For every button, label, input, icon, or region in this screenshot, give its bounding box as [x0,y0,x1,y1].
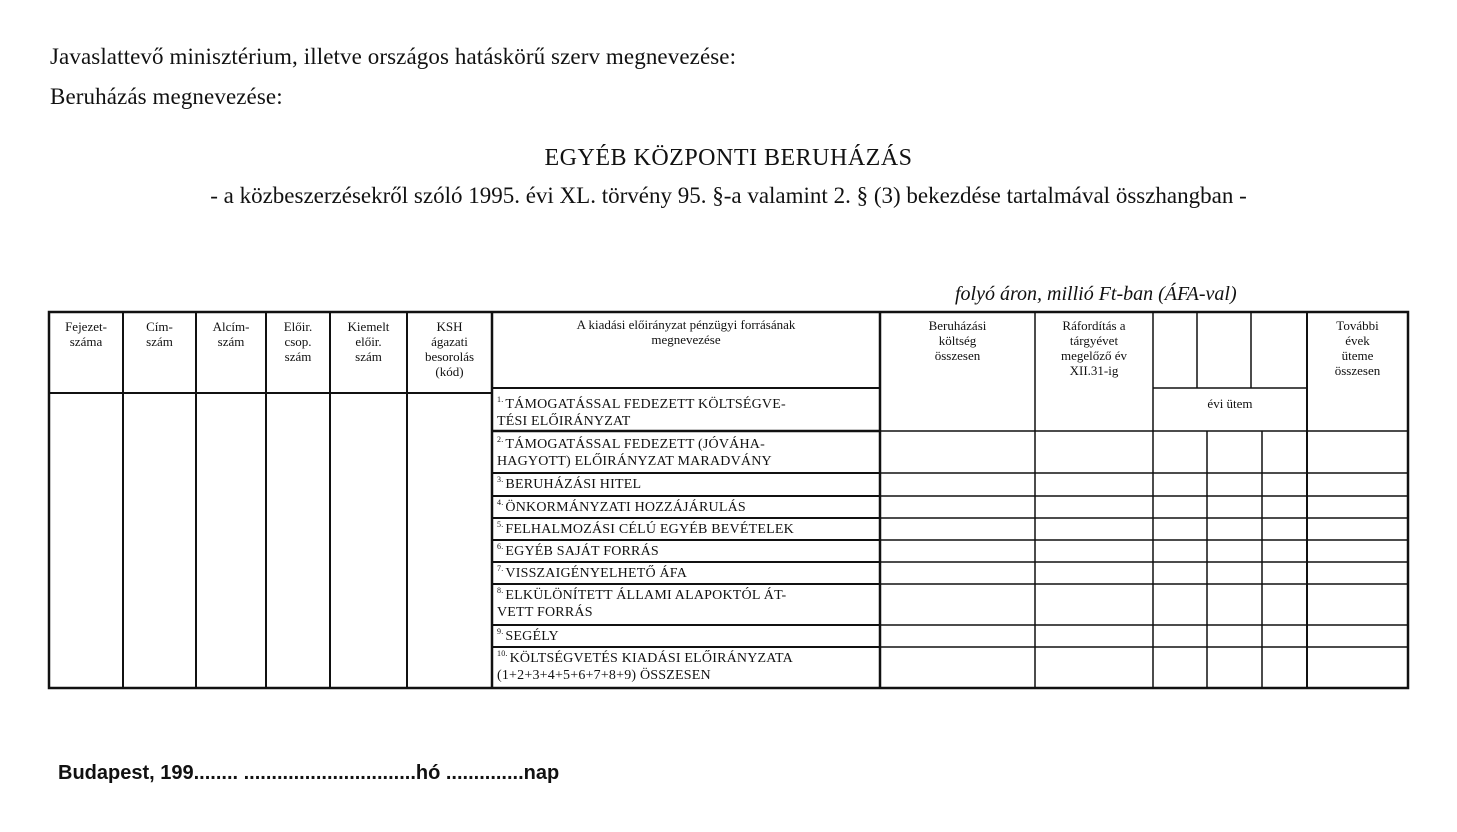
unit-note: folyó áron, millió Ft-ban (ÁFA-val) [955,283,1237,305]
row-label-6 [497,543,877,560]
col-cim: Cím- szám [146,319,173,349]
row-number: 4. [497,498,504,508]
row-label-4 [497,499,877,516]
row-label-5 [497,521,877,538]
row-number: 10. [497,649,508,659]
row-text: ELKÜLÖNÍTETT ÁLLAMI ALAPOKTÓL ÁT- VETT FORRÁS [497,588,787,620]
row-label-9 [497,628,877,645]
row-number: 8. [497,586,504,596]
row-text: BERUHÁZÁSI HITEL [505,477,642,492]
col-eloir-csop: Előir. csop. szám [283,319,313,364]
row-number: 1. [497,395,504,405]
form-title: EGYÉB KÖZPONTI BERUHÁZÁS [544,145,913,171]
row-number: 9. [497,627,504,637]
row-label-8 [497,587,877,621]
col-megnevezes: A kiadási előirányzat pénzügyi forrásának megnevezése [576,317,796,347]
row-number: 5. [497,520,504,530]
row-label-1 [497,396,877,430]
col-raforditas: Ráfordítás a tárgyévet megelőző év XII.31-ig [1060,318,1128,378]
col-ksh: KSH ágazati besorolás (kód) [424,319,475,379]
row-text: FELHALMOZÁSI CÉLÚ EGYÉB BEVÉTELEK [505,522,794,537]
row-label-2 [497,436,877,470]
row-text: TÁMOGATÁSSAL FEDEZETT (JÓVÁHA- HAGYOTT) ELŐIRÁNYZAT MARADVÁNY [497,437,772,469]
row-text: EGYÉB SAJÁT FORRÁS [505,544,659,559]
row-label-10 [497,650,877,684]
row-number: 6. [497,542,504,552]
investment-name-label: Beruházás megnevezése: [50,84,283,109]
col-evi-utem: évi ütem [1207,396,1253,411]
row-text: TÁMOGATÁSSAL FEDEZETT KÖLTSÉGVE- TÉSI ELŐIRÁNYZAT [497,397,786,429]
col-alcim: Alcím- szám [212,319,250,349]
row-text: KÖLTSÉGVETÉS KIADÁSI ELŐIRÁNYZATA (1+2+3+4+5+6+7+8+9) ÖSSZESEN [497,651,793,683]
ministry-label: Javaslattevő minisztérium, illetve országos hatáskörű szerv megnevezése: [50,44,737,69]
row-number: 7. [497,564,504,574]
row-label-7 [497,565,877,582]
date-line: Budapest, 199........ ...............................hó ..............nap [58,762,560,784]
col-tovabbi: További évek üteme összesen [1334,318,1381,378]
row-text: SEGÉLY [505,629,559,644]
row-number: 2. [497,435,504,445]
col-fejezet: Fejezet- száma [65,319,107,349]
row-number: 3. [497,475,504,485]
col-beruhazasi: Beruházási költség összesen [928,318,987,363]
row-text: ÖNKORMÁNYZATI HOZZÁJÁRULÁS [505,500,746,515]
form-subtitle: - a közbeszerzésekről szóló 1995. évi XL. törvény 95. §-a valamint 2. § (3) bekezdése tartalmával összhangban - [210,183,1247,208]
col-kiemelt: Kiemelt előir. szám [347,319,390,364]
row-text: VISSZAIGÉNYELHETŐ ÁFA [505,566,688,581]
row-label-3 [497,476,877,493]
